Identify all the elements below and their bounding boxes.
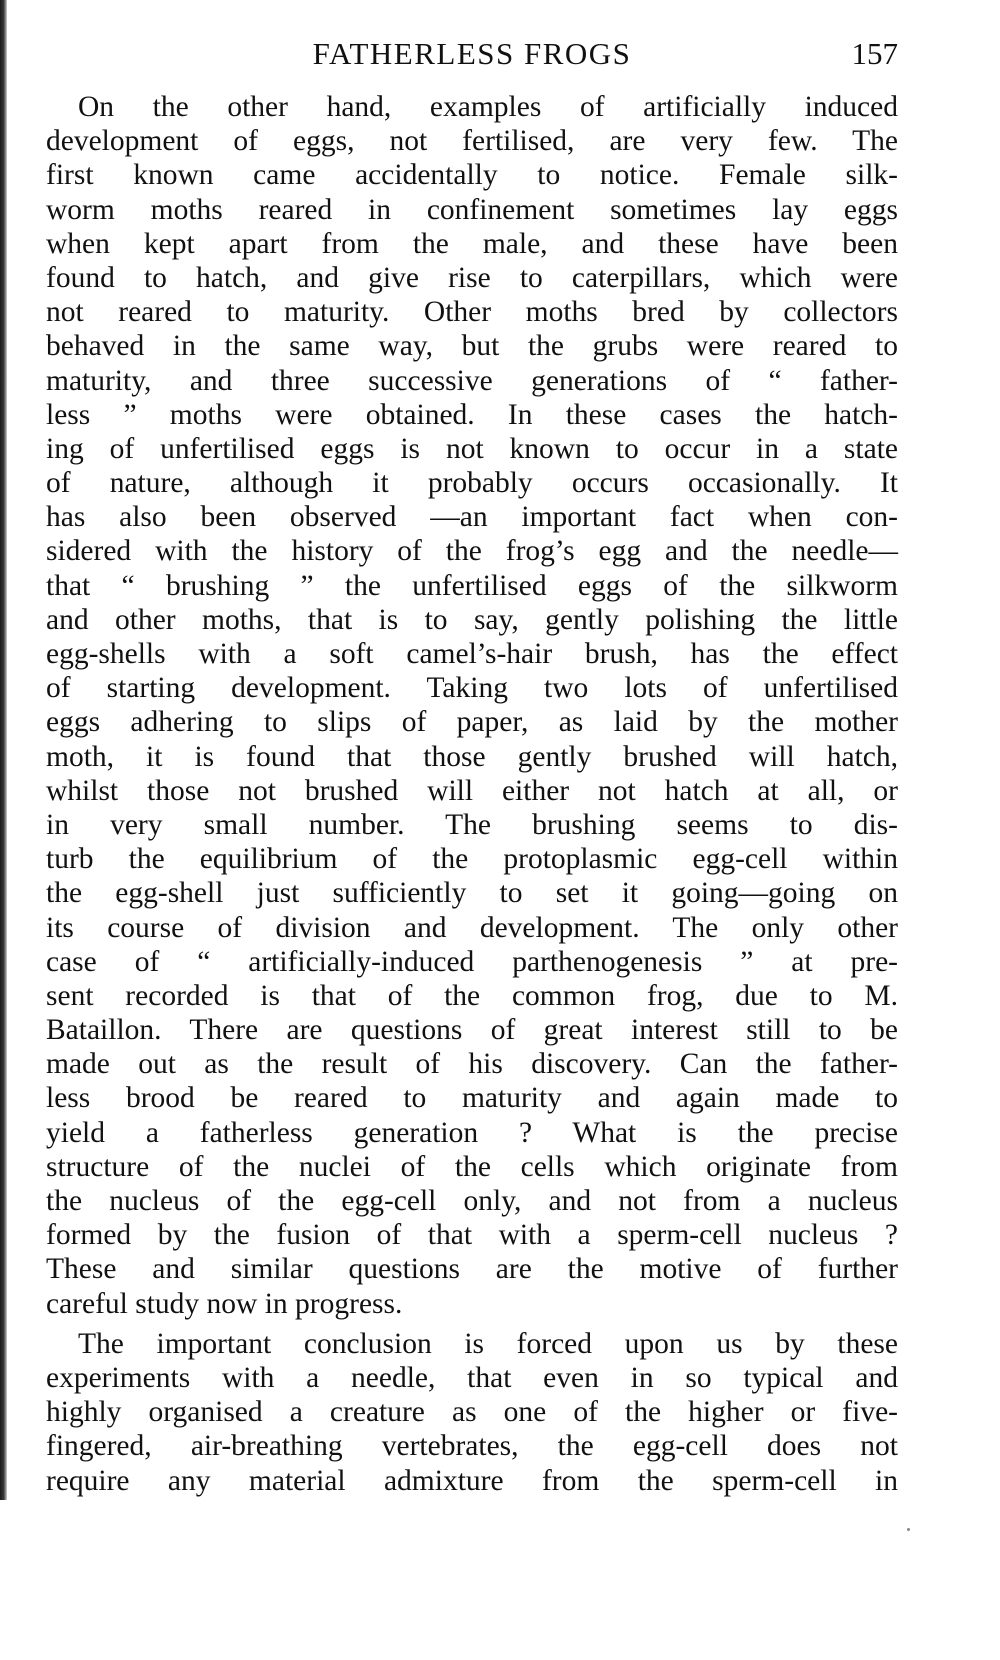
text-line: eggs adhering to slips of paper, as laid by the mother [46, 706, 898, 739]
book-spine-shadow [0, 0, 7, 1500]
text-line: careful study now in progress. [46, 1287, 403, 1320]
text-line: worm moths reared in confinement sometimes lay eggs [46, 193, 898, 226]
page-header [46, 36, 898, 76]
text-line: These and similar questions are the motive of further [46, 1253, 898, 1286]
paragraph [46, 90, 898, 1321]
text-line: not reared to maturity. Other moths bred by collectors [46, 296, 898, 329]
text-line: in very small number. The brushing seems to dis- [46, 808, 898, 841]
text-line: its course of division and development. The only other [46, 911, 898, 944]
text-line: Bataillon. There are questions of great interest still to be [46, 1014, 898, 1047]
scan-speck [907, 1528, 910, 1531]
text-line: whilst those not brushed will either not hatch at all, or [46, 774, 898, 807]
text-line: found to hatch, and give rise to caterpillars, which were [46, 261, 898, 294]
text-line: egg-shells with a soft camel’s-hair brush, has the effect [46, 638, 898, 670]
text-line: On the other hand, examples of artificially induced [78, 91, 898, 123]
text-line: sent recorded is that of the common frog, due to M. [46, 979, 898, 1012]
text-line: first known came accidentally to notice. Female silk- [46, 159, 898, 192]
text-line: maturity, and three successive generations of “ father- [46, 364, 898, 397]
text-line: less ” moths were obtained. In these cases the hatch- [46, 398, 898, 431]
text-line: structure of the nuclei of the cells which originate from [46, 1150, 898, 1183]
text-line: less brood be reared to maturity and again made to [46, 1082, 898, 1115]
text-line: turb the equilibrium of the protoplasmic egg-cell within [46, 843, 898, 876]
text-line: sidered with the history of the frog’s egg and the needle— [46, 535, 898, 568]
text-line: behaved in the same way, but the grubs were reared to [46, 330, 898, 363]
text-line: when kept apart from the male, and these have been [46, 227, 898, 260]
text-line: that “ brushing ” the unfertilised eggs of the silkworm [46, 569, 898, 602]
text-line: and other moths, that is to say, gently polishing the little [46, 603, 898, 636]
text-line: The important conclusion is forced upon us by these [78, 1327, 898, 1360]
text-line: of starting development. Taking two lots of unfertilised [46, 672, 898, 705]
text-line: case of “ artificially-induced parthenogenesis ” at pre- [46, 945, 898, 978]
text-line: ing of unfertilised eggs is not known to occur in a state [46, 432, 898, 465]
text-line: of nature, although it probably occurs occasionally. It [46, 467, 898, 500]
text-line: require any material admixture from the sperm-cell in [46, 1464, 898, 1497]
text-line: made out as the result of his discovery. Can the father- [46, 1048, 898, 1081]
text-line: development of eggs, not fertilised, are very few. The [46, 125, 898, 158]
text-line: formed by the fusion of that with a sperm-cell nucleus ? [46, 1219, 898, 1252]
text-line: experiments with a needle, that even in so typical and [46, 1361, 898, 1394]
paragraph [46, 1327, 898, 1498]
text-line: yield a fatherless generation ? What is the precise [46, 1116, 898, 1149]
text-line: the nucleus of the egg-cell only, and not from a nucleus [46, 1185, 898, 1217]
text-line: the egg-shell just sufficiently to set it going—going on [46, 877, 898, 910]
running-title: FATHERLESS FROGS [312, 36, 632, 71]
page-number: 157 [851, 36, 898, 71]
text-line: highly organised a creature as one of the higher or five- [46, 1396, 898, 1429]
text-line: has also been observed —an important fact when con- [46, 501, 898, 534]
text-line: moth, it is found that those gently brushed will hatch, [46, 740, 898, 773]
body-text [46, 90, 898, 1498]
text-line: fingered, air-breathing vertebrates, the egg-cell does not [46, 1430, 898, 1463]
